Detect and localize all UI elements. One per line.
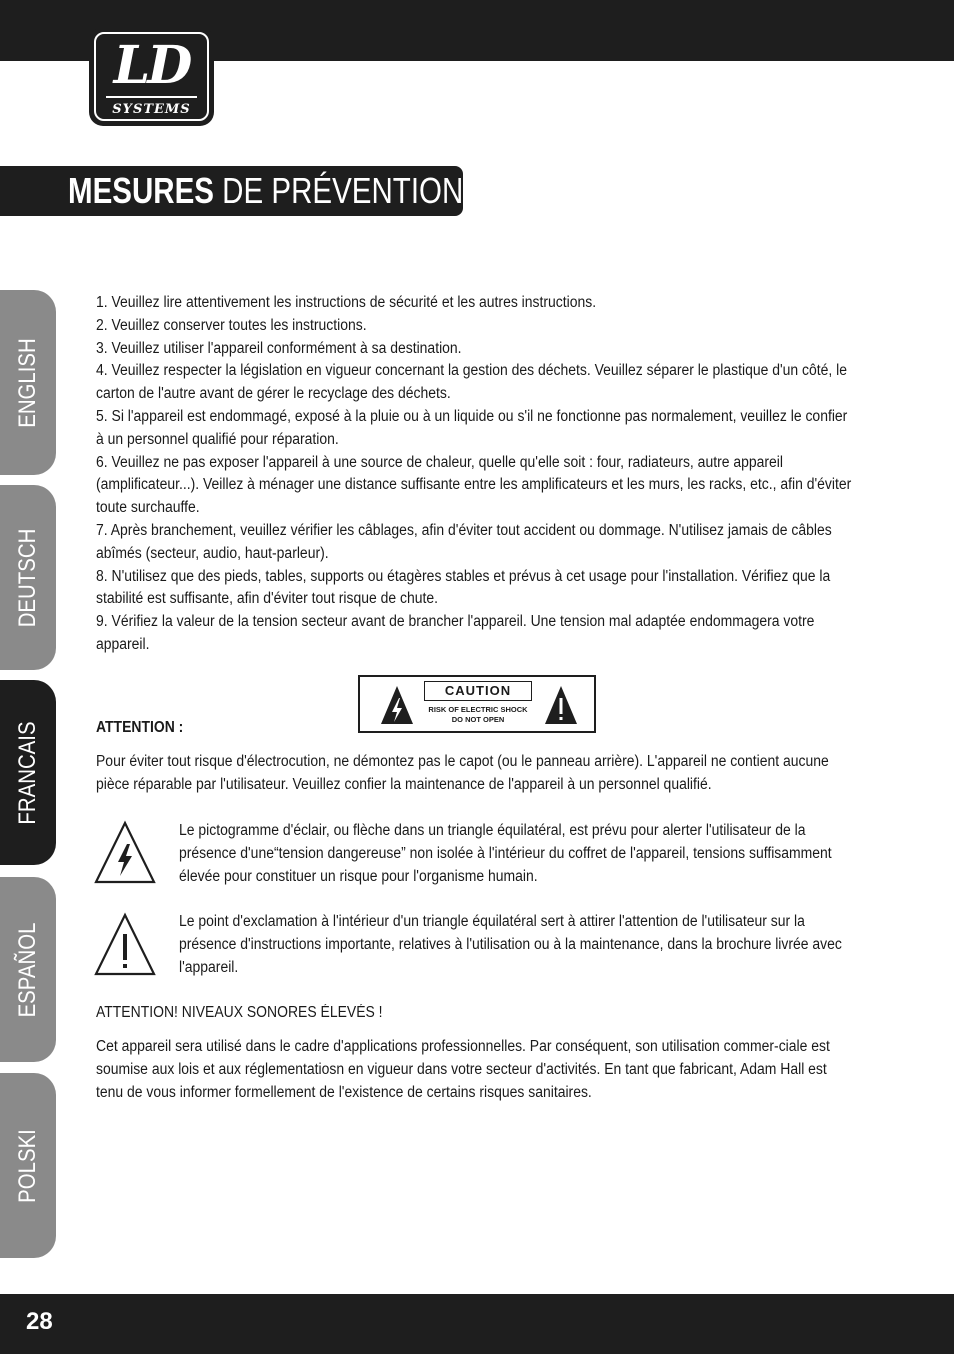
caution-line-2: DO NOT OPEN xyxy=(451,715,505,724)
ld-systems-logo xyxy=(89,27,214,126)
instruction-item: 5. Si l'appareil est endommagé, exposé à la pluie ou à un liquide ou s'il ne fonctionne pas normalement, veuillez le confier à un personnel qualifié pour réparation. xyxy=(96,407,848,448)
sound-heading: ATTENTION! NIVEAUX SONORES ÉLEVÉS ! xyxy=(96,1004,383,1021)
tab-polski[interactable]: POLSKI xyxy=(0,1073,56,1258)
exclamation-description: Le point d'exclamation à l'intérieur d'un triangle équilatéral sert à attirer l'attention de l'utilisateur sur la présence d'instructions importante, relatives à l'utilisation ou à la maintenance, dans la brochure livrée avec l'appareil. xyxy=(179,913,842,976)
caution-label xyxy=(358,675,596,733)
logo-subtext: SYSTEMS xyxy=(112,102,191,117)
tab-espanol[interactable]: ESPAÑOL xyxy=(0,877,56,1062)
footer-bar xyxy=(0,1294,954,1354)
instruction-item: 6. Veuillez ne pas exposer l'appareil à une source de chaleur, quelle qu'elle soit : four, radiateurs, autre appareil (amplificateur...). Veillez à ménager une distance suffisante entre les amplificateurs et les murs, les racks, etc., afin d'éviter toute surchauffe. xyxy=(96,453,852,517)
lightning-triangle-icon xyxy=(94,820,156,884)
lightning-description: Le pictogramme d'éclair, ou flèche dans un triangle équilatéral, est prévu pour alerter l'utilisateur de la présence d'une“tension dangereuse” non isolée à l'intérieur du coffret de l'appareil, tensions suffisamment élevée pour constituer un risque pour l'organisme humain. xyxy=(179,822,832,885)
instruction-item: 3. Veuillez utiliser l'appareil conformément à sa destination. xyxy=(96,339,462,357)
page-number: 28 xyxy=(26,1308,53,1335)
instructions-list xyxy=(96,292,858,657)
attention-text: Pour éviter tout risque d'électrocution, ne démontez pas le capot (ou le panneau arrière). L'appareil ne contient aucune pièce réparable par l'utilisateur. Veuillez confier la maintenance de l'appareil à un personnel qualifié. xyxy=(96,753,829,793)
sound-text: Cet appareil sera utilisé dans le cadre d'applications professionnelles. Par conséquent, son utilisation commer-ciale est soumise aux lois et aux réglementatiosn en vigueur dans votre secteur d'activités. En tant que fabricant, Adam Hall est tenu de vous informer formellement de l'existence de certains risques sanitaires. xyxy=(96,1038,830,1101)
logo-text: LD xyxy=(113,35,190,96)
lightning-triangle-icon xyxy=(380,684,414,726)
instruction-item: 2. Veuillez conserver toutes les instructions. xyxy=(96,316,367,334)
exclamation-triangle-icon xyxy=(544,684,578,726)
attention-label: ATTENTION : xyxy=(96,719,184,736)
instruction-item: 7. Après branchement, veuillez vérifier les câblages, afin d'éviter tout accident ou dommage. N'utilisez jamais de câbles abîmés (secteur, audio, haut-parleur). xyxy=(96,521,832,562)
caution-line-1: RISK OF ELECTRIC SHOCK xyxy=(428,705,528,714)
instruction-item: 8. N'utilisez que des pieds, tables, supports ou étagères stables et prévus à cet usage pour l'installation. Vérifiez que la stabilité est suffisante, afin d'éviter tout risque de chute. xyxy=(96,567,831,608)
tab-english[interactable]: ENGLISH xyxy=(0,290,56,475)
tab-francais[interactable]: FRANCAIS xyxy=(0,680,56,865)
caution-title: CAUTION xyxy=(424,681,532,701)
page-title: MESURES DE PRÉVENTION: xyxy=(68,170,472,211)
instruction-item: 4. Veuillez respecter la législation en vigueur concernant la gestion des déchets. Veuillez séparer le plastique d'un côté, le carton de l'autre avant de gérer le recyclage des déchets. xyxy=(96,362,848,403)
exclamation-triangle-icon xyxy=(94,912,156,976)
instruction-item: 9. Vérifiez la valeur de la tension secteur avant de brancher l'appareil. Une tension mal adaptée endommagera votre appareil. xyxy=(96,613,815,653)
tab-deutsch[interactable]: DEUTSCH xyxy=(0,485,56,670)
instruction-item: 1. Veuillez lire attentivement les instructions de sécurité et les autres instructions. xyxy=(96,294,597,311)
section-title-bar xyxy=(0,166,472,216)
